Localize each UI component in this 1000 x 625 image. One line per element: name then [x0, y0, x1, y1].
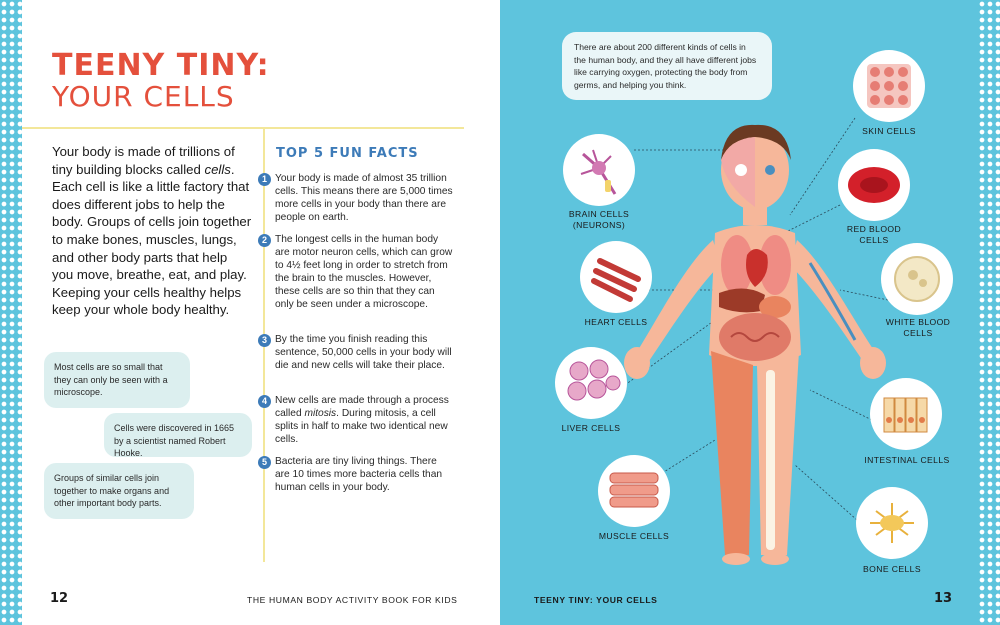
skin-cells-label: SKIN CELLS [862, 126, 916, 136]
fact-number-badge: 1 [258, 173, 271, 186]
fact-text: By the time you finish reading this sentence, 50,000 cells in your body will die and new cells will take their place. [275, 334, 452, 371]
fact-item-3 [258, 334, 452, 390]
bone-cells-icon [856, 487, 928, 559]
right-dot-border [978, 0, 1000, 625]
fact-item-4 [258, 395, 448, 451]
heart-cells-icon [580, 241, 652, 313]
bone-cells-label: BONE CELLS [863, 564, 921, 574]
cell-types-bubble: There are about 200 different kinds of cells in the human body, and they all have different jobs like carrying oxygen, protecting the body from germs, and helping you think. [562, 32, 772, 100]
fact-bubble-2: Cells were discovered in 1665 by a scientist named Robert Hooke. [104, 413, 252, 457]
muscle-cells-icon [598, 455, 670, 527]
chapter-title-footer: TEENY TINY: YOUR CELLS [534, 595, 658, 605]
fact-number-badge: 2 [258, 234, 271, 247]
red-blood-cells-icon [838, 149, 910, 221]
white-blood-cells-icon [881, 243, 953, 315]
red-blood-cells-label-line1: RED BLOOD [846, 224, 902, 234]
brain-cells-label [551, 209, 647, 231]
skin-cells-icon [853, 50, 925, 122]
horizontal-divider [22, 127, 464, 129]
intro-text-a: Your body is made of trillions of tiny building blocks called [52, 144, 235, 177]
fact-number-badge: 4 [258, 395, 271, 408]
fact-bubble-1: Most cells are so small that they can only be seen with a microscope. [44, 352, 190, 408]
left-dot-border [0, 0, 22, 625]
white-blood-cells-label [868, 317, 968, 339]
fact-text: Bacteria are tiny living things. There are 10 times more bacteria cells than human cells in your body. [275, 456, 443, 493]
fact-text: The longest cells in the human body are motor neuron cells, which can grow to 4½ feet long in order to stretch from the brain to the muscles. However, these cells are so thin that they can only be seen under a microscope. [275, 234, 453, 310]
white-blood-cells-label-line1: WHITE BLOOD [885, 317, 951, 327]
heart-cells-label: HEART CELLS [584, 317, 648, 327]
fact-item-5 [258, 456, 448, 500]
book-title-footer: THE HUMAN BODY ACTIVITY BOOK FOR KIDS [247, 595, 458, 605]
page-title-line2: YOUR CELLS [52, 80, 235, 113]
fact-number-badge: 3 [258, 334, 271, 347]
page-number-right: 13 [934, 591, 953, 606]
facts-heading: TOP 5 FUN FACTS [276, 146, 419, 161]
fact-bubble-3: Groups of similar cells join together to make organs and other important body parts. [44, 463, 194, 519]
page-number-left: 12 [50, 591, 69, 606]
fact-text: Your body is made of almost 35 trillion cells. This means there are 5,000 times more cells in your body than there are people on earth. [275, 173, 453, 223]
fact-item-2 [258, 234, 453, 330]
brain-cells-label-line2: (NEURONS) [572, 220, 626, 230]
intestinal-cells-icon [870, 378, 942, 450]
intro-text-em: cells [204, 161, 231, 177]
fact-text-b: . During mitosis, a cell splits in half to make two identical new cells. [275, 407, 448, 445]
brain-cells-label-line1: BRAIN CELLS [568, 209, 630, 219]
intestinal-cells-label: INTESTINAL CELLS [864, 455, 950, 465]
fact-text-a: New cells are made through a process called [275, 395, 449, 419]
liver-cells-label: LIVER CELLS [561, 423, 621, 433]
brain-cells-icon [563, 134, 635, 206]
fact-text-em: mitosis [304, 407, 337, 419]
liver-cells-icon [555, 347, 627, 419]
intro-text-b: . Each cell is like a little factory that does different jobs to help the body. Groups of cells join together to make bones, muscles, lungs, and other body parts that help you move, breathe, eat, and play. Keeping your cells healthy helps keep your whole body healthy. [52, 161, 252, 318]
page-title-line1: TEENY TINY: [52, 48, 270, 83]
fact-text [275, 395, 453, 447]
white-blood-cells-label-line2: CELLS [903, 328, 933, 338]
intro-paragraph [52, 143, 252, 319]
red-blood-cells-label-line2: CELLS [859, 235, 889, 245]
muscle-cells-label: MUSCLE CELLS [598, 531, 670, 541]
fact-item-1 [258, 173, 453, 229]
fact-number-badge: 5 [258, 456, 271, 469]
red-blood-cells-label [826, 224, 922, 246]
